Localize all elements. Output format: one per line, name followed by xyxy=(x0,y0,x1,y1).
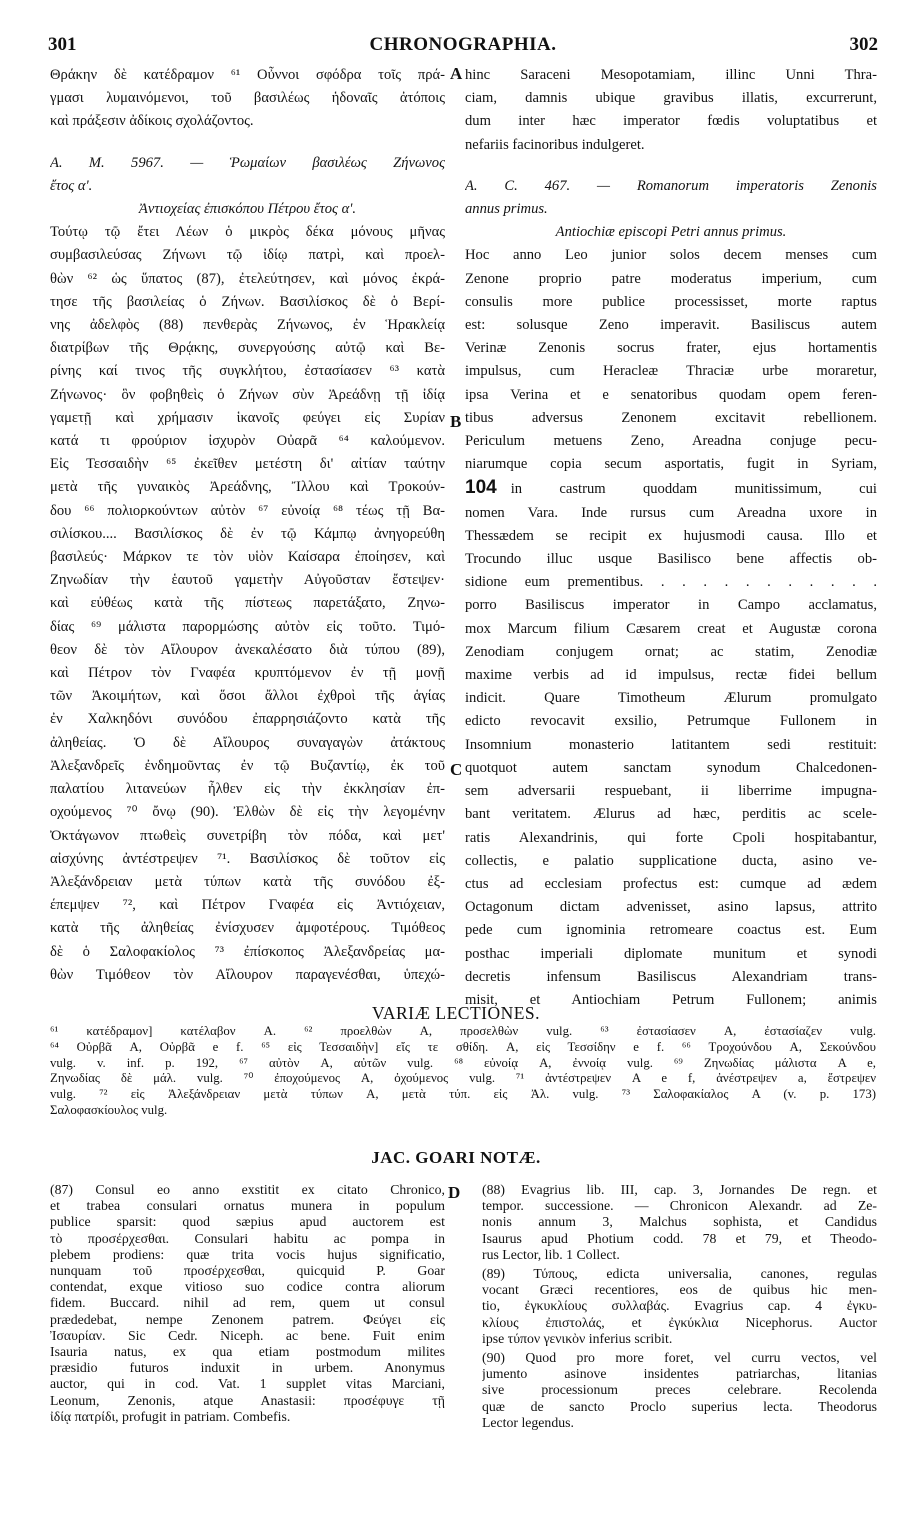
latin-bishop-heading: Antiochiæ episcopi Petri annus primus. xyxy=(555,224,787,241)
latin-body-line: ctus ad ecclesiam profectus est: cumque ad ædem xyxy=(465,875,877,892)
margin-letter-d: D xyxy=(448,1183,461,1202)
latin-body-line: impulsus, cum Heracleæ Thraciæ urbe moraretur, xyxy=(465,363,877,380)
note-88-line: nonis annum 3, Malchus sophista, et Candidus xyxy=(482,1214,877,1230)
running-header xyxy=(48,34,878,58)
note-87-line: nunquam τοῦ προσέρχεσθαι, quicquid P. Goar xyxy=(50,1263,445,1279)
greek-body-line: έπεμψεν ⁷², καὶ Πέτρον Γναφέα εἰς Ἀντιόχειαν, xyxy=(50,897,445,914)
latin-body-text: in castrum quoddam munitissimum, cui xyxy=(510,481,877,498)
margin-letter-b: B xyxy=(450,412,462,431)
latin-body-line: sidione eum prementibus. . . . . . . . . . . . xyxy=(465,574,877,591)
notes-left-column xyxy=(50,1182,445,1425)
greek-year-heading-cont: ἔτος α'. xyxy=(50,177,93,194)
latin-text-column xyxy=(465,64,877,1012)
note-89-line: ipse τύπον γενικὸν inferius scribit. xyxy=(482,1330,673,1346)
greek-body-line: καὶ εὐθέως κατὰ τῆς πίστεως παρετάξατο, Ζηνω- xyxy=(50,595,445,612)
greek-body-line: σιλίσκου.... Βασιλίσκος δὲ ἐν τῷ Κάμπῳ ἀνηγορεύθη xyxy=(50,525,445,542)
greek-body-line: τῶν Ἀκοιμήτων, καὶ ὅσοι ἄλλοι ἐχθροὶ τῆς ἁγίας xyxy=(50,688,445,705)
variant-reading-line: ⁶¹ κατέδραμον] κατέλαβον A. ⁶² προελθὼν A, προσελθὼν vulg. ⁶³ ἐστασίασεν A, ἐστασίαζεν vulg. xyxy=(50,1024,876,1038)
note-89-line: (89) Τύπους, edicta universalia, canones, regulas xyxy=(482,1266,877,1282)
greek-body-line: Ὀκτάγωνον πτωθεὶς συνετρίβη τὸν πόδα, καὶ μετ' xyxy=(50,827,445,844)
note-87-line: fidem. Buccard. nihil ad rem, quem ut consul xyxy=(50,1295,445,1311)
latin-body-line: Zenone proprio patre moderatus imperium, cum xyxy=(465,270,877,287)
latin-body-line: niarumque copia secum asportatis, fugit in Syriam, xyxy=(465,456,877,473)
latin-body-line: collectis, e palatio supplicatione ducta, asino ve- xyxy=(465,852,877,869)
greek-body-line: ρίνης καί τινος τῆς συγκλήτου, ἐστασίασεν ⁶³ κατὰ xyxy=(50,363,445,380)
greek-body-line: δὲ ὁ Σαλοφακίολος ⁷³ ἐπίσκοπος Ἀλεξανδρείας μα- xyxy=(50,943,445,960)
latin-year-heading: A. C. 467. — Romanorum imperatoris Zenonis xyxy=(465,177,877,194)
greek-body-line: μετὰ τῆς γυναικὸς Ἀρεάδνης, Ἴλλου καὶ Τροκούν- xyxy=(50,479,445,496)
latin-body-line: pede cum ignominia retromeare coactus est. Eum xyxy=(465,922,877,939)
note-88-line: rus Lector, lib. 1 Collect. xyxy=(482,1246,620,1262)
latin-body-line: decretis infensum Basiliscus Alexandriam trans- xyxy=(465,968,877,985)
latin-year-heading-cont: annus primus. xyxy=(465,201,548,218)
note-90-line: quæ de sancto Proclo superius lecta. Theodorus xyxy=(482,1398,877,1414)
greek-body-line: Ἀλεξανδρεῖς ἐνδημοῦντας ἐν τῷ Βυζαντίῳ, ἐκ τοῦ xyxy=(50,757,445,774)
greek-text-column xyxy=(50,64,445,987)
greek-body-line: Τούτῳ τῷ ἔτει Λέων ὁ μικρὸς δέκα μόνους μῆνας xyxy=(50,224,445,241)
note-87-line: et trabea consulari ornatus munera in populum xyxy=(50,1198,445,1214)
note-87-line: plebem prodiens: quæ trita vocis hujus significatio, xyxy=(50,1246,445,1262)
latin-body-line: Thessædem se recipit ex hujusmodi causa. Illo et xyxy=(465,527,877,544)
greek-body-line: ἐν Χαλκηδόνι συνόδου ἐπαρρησιάζοντο κατὰ τῆς xyxy=(50,711,445,728)
greek-body-line: δίας ⁶⁹ μάλιστα παρορμώσης αὐτὸν εἰς τοῦτο. Τιμό- xyxy=(50,618,445,635)
latin-body-line: sem adversarii respuebant, ii liberrime impugna- xyxy=(465,783,877,800)
latin-body-line: est: solusque Zeno imperavit. Basiliscus autem xyxy=(465,317,877,334)
note-87-line: prædedebat, nempe Zenonem patrem. Φεύγει εἰς xyxy=(50,1311,445,1327)
variant-reading-line: Σαλοφασκίουλος vulg. xyxy=(50,1102,168,1117)
greek-body-line: νης ἀδελφὸς (88) πενθερὰς Ζήνωνος, ἐν Ἡρακλείᾳ xyxy=(50,317,445,334)
greek-body-line: θεον δὲ τὸν Αἴλουρον ἀνεκαλέσατο διὰ τύπου (89), xyxy=(50,641,445,658)
latin-body-line: maxime verbis ad id impulsus, rectæ fidei bellum xyxy=(465,667,877,684)
latin-body-line: Periculum metuens Zeno, Areadna conjuge pecu- xyxy=(465,433,877,450)
note-87-line: publice sparsit: quod sæpius apud auctorem est xyxy=(50,1214,445,1230)
greek-bishop-heading: Ἀντιοχείας ἐπισκόπου Πέτρου ἔτος α'. xyxy=(138,201,357,218)
latin-body-line: edicto revocavit exsilio, Petrumque Fullonem in xyxy=(465,713,877,730)
note-87-line: contendat, exque vitioso suo codice contra aliorum xyxy=(50,1279,445,1295)
latin-body-line: nomen Vara. Inde rursus cum Areadna uxore in xyxy=(465,504,877,521)
variant-reading-line: vulg. ⁷² εἰς Ἀλεξάνδρειαν μετὰ τύπων A, μετὰ τύπ. εἰς Ἀλ. vulg. ⁷³ Σαλοφακίαλος A (v. p. 173) xyxy=(50,1087,876,1102)
latin-body-line: Hoc anno Leo junior solos decem menses cum xyxy=(465,247,877,264)
note-87-line: præsidio futuros induxit in urbem. Anonymus xyxy=(50,1360,445,1376)
latin-body-line: misit, et Antiochiam Petrum Fullonem; animis xyxy=(465,991,877,1008)
running-title: CHRONOGRAPHIA. xyxy=(369,34,557,55)
latin-body-line: Insomnium monasterio latitantem sedi restituit: xyxy=(465,736,877,753)
note-88-line: Isaurus apud Photium codd. 78 et 79, et Theodo- xyxy=(482,1230,877,1246)
greek-body-line: Εἰς Τεσσαιδὴν ⁶⁵ ἐκεῖθεν μετέστη δι' αἰτίαν ταύτην xyxy=(50,456,445,473)
greek-body-line: κατά τι φρούριον ἰσχυρὸν Οὐαρᾶ ⁶⁴ καλούμενον. xyxy=(50,433,445,450)
latin-intro-line: hinc Saraceni Mesopotamiam, illinc Unni Thra- xyxy=(465,67,877,83)
greek-body-line: οχούμενος ⁷⁰ ὄνῳ (90). Ἐλθὼν δὲ εἰς τὴν λεγομένην xyxy=(50,804,445,821)
greek-body-line: τησε τῆς βασιλείας ὁ Ζήνων. Βασιλίσκος δὲ ὁ Βερί- xyxy=(50,293,445,310)
latin-body-line: Verinæ Zenonis socrus frater, ejus hortamentis xyxy=(465,340,877,357)
latin-body-line: consulis more publice processisset, morte raptus xyxy=(465,293,877,310)
greek-body-line: θὼν ⁶² ὡς ὕπατος (87), ἐτελεύτησεν, καὶ μόνος ἐκρά- xyxy=(50,270,445,287)
greek-body-line: ἀληθείας. Ὁ δὲ Αἴλουρος συναγαγὼν ἀτάκτους xyxy=(50,734,445,751)
variant-reading-line: ⁶⁴ Οὐρβᾶ A, Οὐρβᾶ e f. ⁶⁵ εἰς Τεσσαιδὴν] εἴς τε σθίδη. A, εἰς Τεσσίδην e f. ⁶⁶ Τροχούνδου A, Σεκούνδου xyxy=(50,1039,876,1054)
greek-intro-line: Θράκην δὲ κατέδραμον ⁶¹ Οὖννοι σφόδρα τοῖς πρά- xyxy=(50,67,445,83)
note-87-line: ἰδίᾳ πατρίδι, profugit in patriam. Combefis. xyxy=(50,1408,291,1424)
latin-body-line: Octagonum dictam advenisset, asino lapsus, attrito xyxy=(465,899,877,916)
note-87-line: (87) Consul eo anno exstitit ex citato Chronico, xyxy=(50,1182,445,1197)
latin-body-line: ratis Alexandrinis, qui forte Cpoli hospitabantur, xyxy=(465,829,877,846)
variant-reading-line: vulg. v. inf. p. 192, ⁶⁷ αὐτὸν A, αὐτῶν vulg. ⁶⁸ εὐνοίᾳ A, ἐννοίᾳ vulg. ⁶⁹ Ζηνωδίας μάλιστα A e, xyxy=(50,1055,876,1070)
latin-body-line: indicit. Quare Timotheum Ælurum promulgato xyxy=(465,690,877,707)
note-88-line: (88) Evagrius lib. III, cap. 3, Jornandes De regn. et xyxy=(482,1182,877,1197)
latin-body-line: quotquot autem sanctam synodum Chalcedonen- xyxy=(465,759,877,776)
latin-body-line: posthac imperiali diplomate munitum et synodi xyxy=(465,945,877,962)
greek-body-line: καὶ Πέτρον τὸν Γναφέα κρυπτόμενον ἐν τῇ μονῇ xyxy=(50,665,445,682)
greek-body-line: βασιλεύς· Μάρκον τε τὸν υἱὸν Καίσαρα ἐποίησεν, καὶ xyxy=(50,549,445,566)
margin-letter-a: A xyxy=(450,64,463,83)
margin-letter-c: C xyxy=(450,760,463,779)
note-89-line: κλίους ἐπιστολάς, et ἐγκύκλια Nicephorus. Auctor xyxy=(482,1314,877,1330)
latin-intro-line: dum inter hæc imperator fœdis voluptatibus et xyxy=(465,113,877,130)
greek-year-heading: A. M. 5967. — Ῥωμαίων βασιλέως Ζήνωνος xyxy=(50,154,445,171)
page-number-right: 302 xyxy=(849,34,878,55)
greek-body-line: δου ⁶⁶ πολιορκούντων αὐτὸν ⁶⁷ εὐνοίᾳ ⁶⁸ τέως τῇ Βα- xyxy=(50,502,445,519)
note-87-line: auctor, qui in cod. Vat. 1 supplet vitas Marciani, xyxy=(50,1376,445,1392)
note-87-line: Isauria natus, ex qua etiam postmodum milites xyxy=(50,1344,445,1360)
latin-body-line xyxy=(465,476,877,501)
latin-body-line: Zenodiam conjugem ornat; ac statim, Zenodiæ xyxy=(465,643,877,660)
notes-title: JAC. GOARI NOTÆ. xyxy=(371,1148,541,1167)
latin-intro-line: nefariis facinoribus indulgeret. xyxy=(465,136,645,153)
note-88-line: tempor. successione. — Chronicon Alexandr. ad Ze- xyxy=(482,1198,877,1214)
greek-body-line: θὼν Τιμόθεον τὸν Αἴλουρον παραγενέσθαι, ὑπεχώ- xyxy=(50,966,445,983)
latin-body-line: tibus adversus Zenonem excitavit rebellionem. xyxy=(465,409,877,426)
greek-body-line: αἰσχύνης ἀντέστρεψεν ⁷¹. Βασιλίσκος δὲ τοῦτον εἰς xyxy=(50,850,445,867)
greek-body-line: Ζηνωδίαν τὴν ἑαυτοῦ γαμετὴν Αὐγοῦσταν ἔστεψεν· xyxy=(50,572,445,589)
greek-intro-line: καὶ πράξεσιν ἀδίκοις σχολάζοντος. xyxy=(50,113,254,130)
latin-body-line: bant veritatem. Ælurus ad hæc, perditis ac scele- xyxy=(465,806,877,823)
greek-body-line: κατὰ τῆς ἀληθείας ἐνίσχυσεν ἀμφοτέρους. Τιμόθεος xyxy=(50,920,445,937)
page-number-left: 301 xyxy=(48,34,77,55)
latin-intro-line: ciam, damnis ubique gravibus illatis, excurrerunt, xyxy=(465,90,877,107)
latin-body-line: porro Basiliscus imperator in Campo acclamatus, xyxy=(465,597,877,614)
variae-lectiones-title: VARIÆ LECTIONES. xyxy=(371,1003,541,1023)
note-87-line: Leonum, Zenonis, atque Anastasii: προσέφυγε τῇ xyxy=(50,1392,445,1408)
greek-body-line: παλατίου λιτανεύων ἦλθεν εἰς τὴν ἐκκλησίαν ἐπ- xyxy=(50,781,445,798)
variae-lectiones-block xyxy=(50,1024,876,1119)
note-90-line: sive processionum preces celebrare. Recolenda xyxy=(482,1382,877,1398)
variant-reading-line: Ζηνωδίας δὲ μάλ. vulg. ⁷⁰ ἐποχούμενος A, ὀχούμενος vulg. ⁷¹ ἀντέστρεψεν A e f, ἀνέστρεψεν a, ἔστρεψεν xyxy=(50,1071,876,1086)
note-90-line: Lector legendus. xyxy=(482,1414,574,1430)
greek-body-line: συμβασιλεύσας Ζήνωνι τῷ ἰδίῳ πατρὶ, καὶ προελ- xyxy=(50,247,445,264)
greek-body-line: γαμετῇ καὶ χρήμασιν ἱκανοῖς φεύγει εἰς Συρίαν xyxy=(50,409,445,426)
latin-body-line: ipsa Verina et e senatoribus quodam opem feren- xyxy=(465,386,877,403)
greek-body-line: Ἀλεξάνδρειαν μετὰ τύπων κατὰ τῆς συνόδου ἐξ- xyxy=(50,873,445,890)
latin-body-line: Trocundo illuc usque Basilisco bene affectis ob- xyxy=(465,551,877,568)
greek-body-line: Ζήνωνος· ὃν φοβηθεὶς ὁ Ζήνων σὺν Ἀρεάδνῃ τῇ ἰδίᾳ xyxy=(50,386,445,403)
notes-right-column xyxy=(482,1182,877,1431)
note-89-line: vocant Græci recentiores, eos de quibus hic men- xyxy=(482,1282,877,1298)
column-number: 104 xyxy=(465,477,497,499)
greek-body-line: διατρίβων τῆς Θρᾴκης, συνεργούσης αὐτῷ καὶ Βε- xyxy=(50,340,445,357)
latin-body-line: mox Marcum filium Cæsarem creat et Augustæ corona xyxy=(465,620,877,637)
greek-intro-line: γμασι λυμαινόμενοι, τοῦ βασιλέως ἡδοναῖς ἀτόποις xyxy=(50,90,445,107)
note-90-line: jumento asinove insidentes patriarchas, litanias xyxy=(482,1366,877,1382)
note-90-line: (90) Quod pro more foret, vel curru vectos, vel xyxy=(482,1350,877,1366)
note-87-line: Ἰσαυρίαν. Sic Cedr. Niceph. ac bene. Fuit enim xyxy=(50,1327,445,1343)
note-87-line: τὸ προσέρχεσθαι. Consulari habitu ac pompa in xyxy=(50,1230,445,1246)
note-89-line: tio, ἐγκυκλίους συλλαβάς. Evagrius cap. 4 ἐγκυ- xyxy=(482,1298,877,1314)
